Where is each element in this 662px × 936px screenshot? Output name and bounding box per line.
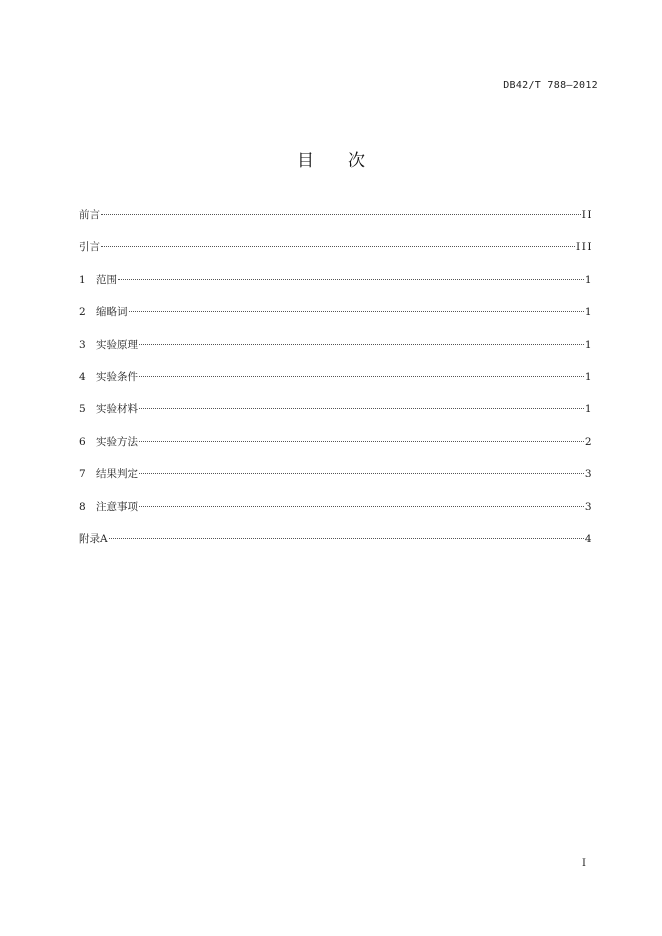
toc-dot-leader xyxy=(129,311,584,312)
toc-dot-leader xyxy=(139,473,584,474)
toc-entry-title: 注意事项 xyxy=(96,500,138,513)
toc-entry[interactable] xyxy=(79,498,593,530)
toc-entry-number: 1 xyxy=(79,273,86,286)
toc-entry-page: 4 xyxy=(584,532,593,545)
toc-entry-page: 2 xyxy=(584,435,593,448)
toc-entry-title: 前言 xyxy=(79,209,100,221)
toc-entry-number: 3 xyxy=(79,338,86,351)
toc-dot-leader xyxy=(101,214,581,215)
toc-entry-number: 8 xyxy=(79,500,86,513)
toc-entry-title: 引言 xyxy=(79,241,100,254)
toc-entry-page: 1 xyxy=(584,338,593,351)
toc-title xyxy=(0,146,662,171)
toc-entry[interactable] xyxy=(79,271,593,303)
toc-dot-leader xyxy=(118,279,584,280)
toc-title-char: 次 xyxy=(348,151,365,171)
toc-entry[interactable] xyxy=(79,433,593,465)
toc-entry-page: 1 xyxy=(584,403,593,416)
document-code: DB42/T 788—2012 xyxy=(503,80,598,91)
toc-entry-number: 2 xyxy=(79,306,86,319)
toc-entry-title: 范围 xyxy=(96,273,117,286)
toc-dot-leader xyxy=(101,246,575,247)
toc-entry[interactable] xyxy=(79,400,593,432)
toc-entry-title: 实验原理 xyxy=(96,338,138,351)
toc-dot-leader xyxy=(139,408,584,409)
toc-title-char: 目 xyxy=(297,151,314,171)
toc-entry-number: 7 xyxy=(79,468,86,481)
toc-dot-leader xyxy=(139,344,584,345)
toc-entry[interactable] xyxy=(79,303,593,335)
toc-entry-page: 1 xyxy=(584,273,593,286)
toc-entry[interactable] xyxy=(79,206,593,238)
toc-entry-number: 4 xyxy=(79,370,86,383)
toc-entry-page: 1 xyxy=(584,306,593,319)
toc-entry-title: 缩略词 xyxy=(96,306,128,319)
toc-entry-page: 3 xyxy=(584,500,593,513)
toc-dot-leader xyxy=(139,506,584,507)
toc-entry[interactable] xyxy=(79,530,593,562)
toc-entry-number: 6 xyxy=(79,435,86,448)
toc-entry-page: 3 xyxy=(584,468,593,481)
toc-list xyxy=(79,206,593,562)
toc-dot-leader xyxy=(139,441,584,442)
toc-entry[interactable] xyxy=(79,368,593,400)
toc-entry-number: 5 xyxy=(79,403,86,416)
toc-entry-title: 结果判定 xyxy=(96,468,138,481)
toc-entry-page: III xyxy=(576,241,593,254)
toc-entry[interactable] xyxy=(79,238,593,270)
page-number: I xyxy=(582,858,586,869)
toc-entry[interactable] xyxy=(79,465,593,497)
toc-dot-leader xyxy=(109,538,584,539)
toc-entry-title: 附录A xyxy=(79,532,108,545)
toc-entry-title: 实验条件 xyxy=(96,370,138,383)
toc-entry-title: 实验材料 xyxy=(96,403,138,416)
toc-entry-page: 1 xyxy=(584,370,593,383)
toc-entry-page: II xyxy=(581,209,593,221)
toc-entry-title: 实验方法 xyxy=(96,435,138,448)
toc-dot-leader xyxy=(139,376,584,377)
toc-entry[interactable] xyxy=(79,336,593,368)
